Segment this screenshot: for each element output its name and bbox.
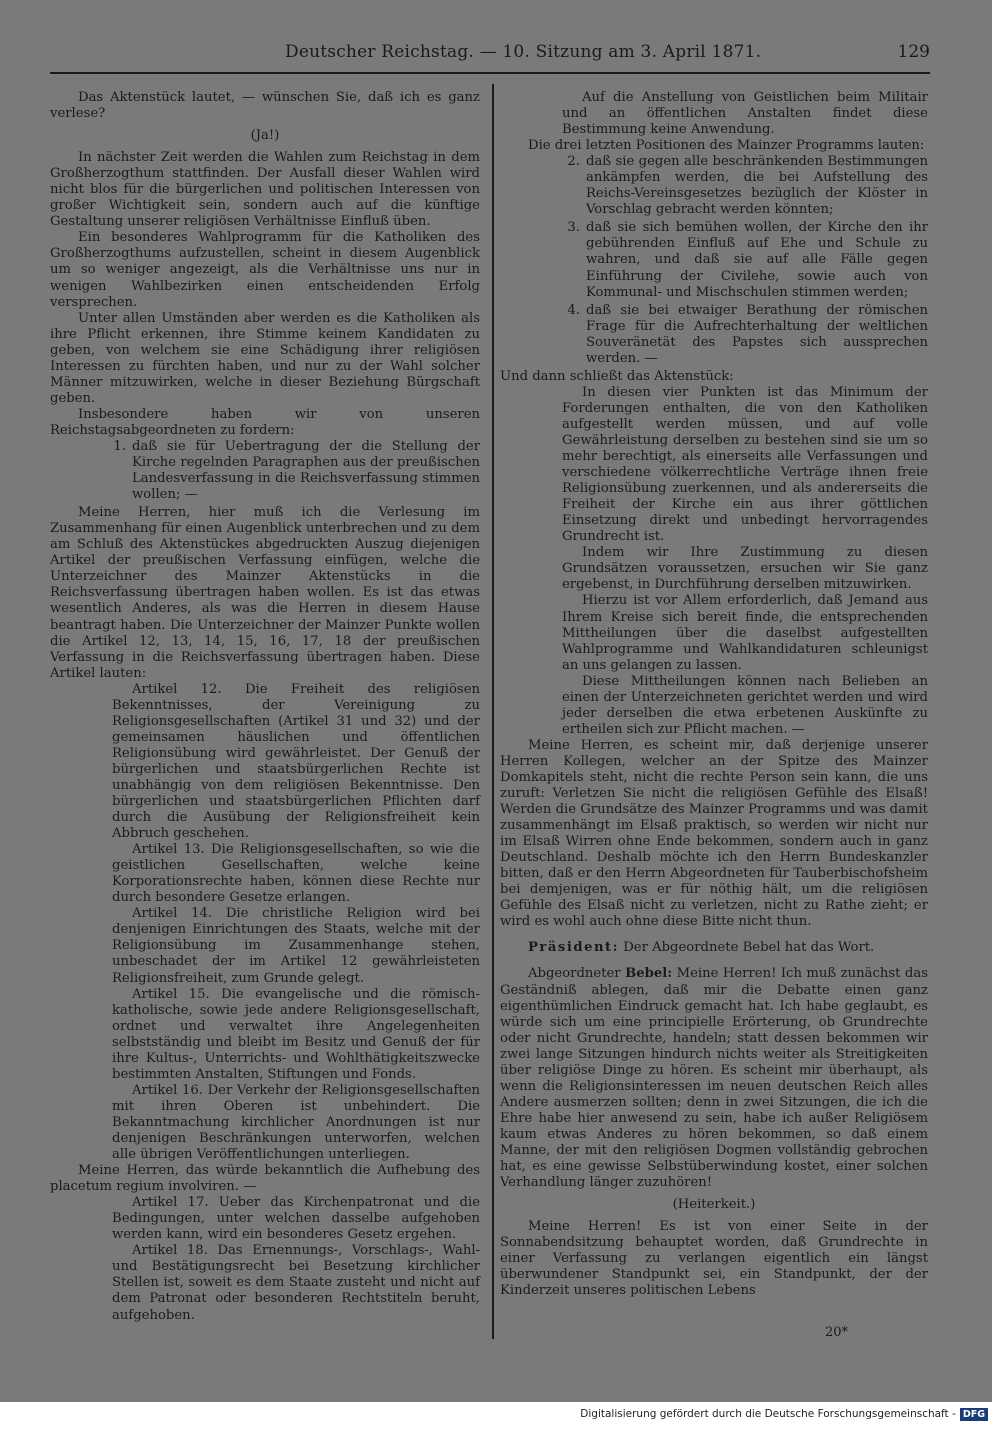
paragraph: In diesen vier Punkten ist das Minimum der Forderungen enthalten, die von den Katholiken aufgestellt werden müssen, und auf volle Gewährleistung derselben zu bestehen sind sie um so mehr berechtigt, als einerseits alle Verfassungen und verschiedene völkerrechtliche Verträge ihnen freie Religionsübung zuerkennen, und als andererseits die Freiheit der Kirche ein aus ihrer göttlichen Einsetzung direkt und unbedingt hervorragendes Grundrecht ist. [562,384,928,545]
signature-mark: 20* [825,1325,849,1340]
article-17: Artikel 17. Ueber das Kirchenpatronat und die Bedingungen, unter welchen dasselbe aufgehoben werden kann, wird ein besonderes Gesetz ergehen. [112,1195,480,1243]
paragraph: Die drei letzten Positionen des Mainzer Programms lauten: [528,138,925,154]
article-15: Artikel 15. Die evangelische und die römisch-katholische, sowie jede andere Religionsgesellschaft, ordnet und verwaltet ihre Angelegenheiten selbstständig und bleibt im Besitz und Genuß der für ihre Kultus-, Unterrichts- und Wohlthätigkeitszwecke bestimmten Anstalten, Stiftungen und Fonds. [112,986,480,1082]
paragraph: Insbesondere haben wir von unseren Reichstagsabgeordneten zu fordern: [50,406,480,438]
list-number: 3. [567,220,580,236]
article-14: Artikel 14. Die christliche Religion wird bei denjenigen Einrichtungen des Staats, welche mit der Religionsübung im Zusammenhange stehen, unbeschadet der im Artikel 12 gewährleisteten Religionsfreiheit, zum Grunde gelegt. [112,906,480,986]
paragraph: Diese Mittheilungen können nach Belieben an einen der Unterzeichneten gerichtet werden und wird jeder derselben die etwa erbetenen Auskünfte zu ertheilen sich zur Pflicht machen. — [562,673,928,737]
interjection: (Ja!) [250,128,280,144]
paragraph: Meine Herren, hier muß ich die Verlesung im Zusammenhang für einen Augenblick unterbrechen und zu dem am Schluß des Aktenstückes abgedruckten Auszug diejenigen Artikel der preußischen Verfassung einfügen, welche die Unterzeichner des Mainzer Aktenstücks in die Reichsverfassung übertragen haben wollen. Es ist das etwas wesentlich Anderes, als was die Herren in diesem Hause beantragt haben. Die Unterzeichner der Mainzer Punkte wollen die Artikel 12, 13, 14, 15, 16, 17, 18 der preußischen Verfassung in die Reichsverfassung übertragen haben. Diese Artikel lauten: [50,505,480,681]
paragraph: Meine Herren, es scheint mir, daß derjenige unserer Herren Kollegen, welcher an der Spitze des Mainzer Domkapitels steht, nicht die rechte Person sein kann, die uns zuruft: Verletzen Sie nicht die religiösen Gefühle des Elsaß! Werden die Grundsätze des Mainzer Programms und was damit zusammenhängt im Elsaß praktisch, so werden wir nicht nur im Elsaß Wirren ohne Ende bekommen, sondern auch in ganz Deutschland. Deshalb möchte ich den Herrn Bundeskanzler bitten, daß er den Herrn Abgeordneten für Tauberbischofsheim bei demjenigen, was er für nöthig hält, um die religiösen Gefühle des Elsaß nicht zu verletzen, nicht zu Rathe zieht; er wird es wohl auch ohne diese Bitte nicht thun. [500,737,928,930]
list-text: daß sie bei etwaiger Berathung der römischen Frage für die Aufrechterhaltung der weltlichen Souveränetät des Papstes sich aussprechen werden. — [586,302,928,366]
article-18-continuation: Auf die Anstellung von Geistlichen beim Militair und an öffentlichen Anstalten findet diese Bestimmung keine Anwendung. [562,90,928,138]
list-text: daß sie gegen alle beschränkenden Bestimmungen ankämpfen werden, die bei Aufstellung des Reichs-Vereinsgesetzes bezüglich der Klöster in Vorschlag gebracht werden könnten; [586,154,928,218]
paragraph: In nächster Zeit werden die Wahlen zum Reichstag in dem Großherzogthum stattfinden. Der Ausfall dieser Wahlen wird nicht blos für die bürgerlichen und politischen Interessen von großer Wichtigkeit sein, sondern auch auf die künftige Gestaltung unserer religiösen Verhältnisse Einfluß üben. [50,150,480,230]
footer-text: Digitalisierung gefördert durch die Deutsche Forschungsgemeinschaft - [580,1408,956,1420]
paragraph: Unter allen Umständen aber werden es die Katholiken als ihre Pflicht erkennen, ihre Stimme keinem Kandidaten zu geben, von welchem sie eine Schädigung ihrer religiösen Interessen zu fürchten haben, und nur zu der Wahl solcher Männer mitzuwirken, welche in dieser Beziehung Bürgschaft geben. [50,310,480,406]
header-rule [50,72,930,74]
running-title: Deutscher Reichstag. — 10. Sitzung am 3. April 1871. [285,42,762,62]
paragraph: Indem wir Ihre Zustimmung zu diesen Grundsätzen voraussetzen, ersuchen wir Sie ganz ergebenst, in Durchführung derselben mitzuwirken. [562,545,928,593]
speaker-name: Bebel: [625,966,673,982]
paragraph: Und dann schließt das Aktenstück: [500,368,734,384]
president-label: Präsident: [528,940,620,956]
list-item [500,220,928,300]
speech-text: Meine Herren! Ich muß zunächst das Geständniß ablegen, daß mir die Debatte einen ganz eigenthümlichen Eindruck gemacht hat. Ich habe geglaubt, es würde sich um eine principielle Erörterung, ob Grundrechte oder nicht Grundrechte, handeln; statt dessen bekommen wir zwei lange Sitzungen hindurch nichts weiter als Streitigkeiten über religiöse Dinge zu hören. Es scheint mir überhaupt, als wenn die Religionsinteressen im neuen deutschen Reich alles Andere ausmerzen sollten; denn in zwei Sitzungen, die ich die Ehre habe hier anwesend zu sein, habe ich außer Religiösem kaum etwas Anderes zu hören bekommen, so daß einem Manne, der mit den religiösen Dogmen vollständig gebrochen hat, es eine gewisse Selbstüberwindung kostet, einer solchen Verhandlung länger zuzuhören! [500,966,928,1191]
list-text: daß sie für Uebertragung der die Stellung der Kirche regelnden Paragraphen aus der preußischen Landesverfassung in die Reichsverfassung stimmen wollen; — [132,438,480,503]
spacer [500,930,928,940]
article-16: Artikel 16. Der Verkehr der Religionsgesellschaften mit ihren Oberen ist unbehindert. Die Bekanntmachung kirchlicher Anordnungen ist nur denjenigen Beschränkungen unterworfen, welchen alle übrigen Veröffentlichungen unterliegen. [112,1082,480,1163]
spacer [500,956,928,966]
list-text: daß sie sich bemühen wollen, der Kirche den ihr gebührenden Einfluß auf Ehe und Schule zu wahren, und daß sie auf alle Fälle gegen Einführung der Civilehe, sowie auch von Kommunal- und Mischschulen stimmen werden; [586,220,928,300]
paragraph: Meine Herren, das würde bekanntlich die Aufhebung des placetum regium involviren. — [50,1163,480,1195]
list-number: 4. [567,302,580,318]
paragraph: Ein besonderes Wahlprogramm für die Katholiken des Großherzogthums aufzustellen, scheint in diesem Augenblick um so weniger angezeigt, als die Verhältnisse uns nur in wenigen Wahlbezirken einen entscheidenden Erfolg versprechen. [50,230,480,310]
dfg-logo: DFG [960,1408,988,1421]
article-12: Artikel 12. Die Freiheit des religiösen Bekenntnisses, der Vereinigung zu Religionsgesellschaften (Artikel 31 und 32) und der gemeinsamen häuslichen und öffentlichen Religionsübung wird gewährleistet. Der Genuß der bürgerlichen und staatsbürgerlichen Rechte ist unabhängig von dem religiösen Bekenntnisse. Den bürgerlichen und staatsbürgerlichen Pflichten darf durch die Ausübung der Religionsfreiheit kein Abbruch geschehen. [112,681,480,842]
list-number: 1. [113,438,126,454]
paragraph: Das Aktenstück lautet, — wünschen Sie, daß ich es ganz verlese? [50,90,480,122]
paragraph: Hierzu ist vor Allem erforderlich, daß Jemand aus Ihrem Kreise sich bereit finde, die entsprechenden Mittheilungen über die daselbst aufgestellten Wahlprogramme und Wahlkandidaturen schleunigst an uns gelangen zu lassen. [562,593,928,673]
right-column [500,90,928,1299]
list-item [500,154,928,218]
page-header [50,42,930,72]
left-column [50,90,480,1324]
position-list [500,154,928,367]
page-number: 129 [897,42,930,62]
article-18: Artikel 18. Das Ernennungs-, Vorschlags-, Wahl- und Bestätigungsrecht bei Besetzung kirchlicher Stellen ist, soweit es dem Staate zusteht und nicht auf dem Patronat oder besonderen Rechtstiteln beruht, aufgehoben. [112,1243,480,1323]
interjection: (Heiterkeit.) [672,1197,756,1213]
president-text: Der Abgeordnete Bebel hat das Wort. [623,940,875,956]
speech-paragraph [500,966,928,1191]
speaker-intro: Abgeordneter [528,966,621,982]
president-line [500,940,928,956]
footer [580,1408,988,1421]
list-number: 2. [567,154,580,170]
list-item [50,439,480,503]
paragraph: Meine Herren! Es ist von einer Seite in der Sonnabendsitzung behauptet worden, daß Grundrechte in einer Verfassung zu verlangen eigentlich ein längst überwundener Standpunkt sei, ein Standpunkt, der der Kinderzeit unseres politischen Lebens [500,1219,928,1299]
list-item [500,303,928,367]
column-divider [492,84,494,1339]
article-13: Artikel 13. Die Religionsgesellschaften, so wie die geistlichen Gesellschaften, welche keine Korporationsrechte haben, können diese Rechte nur durch besondere Gesetze erlangen. [112,842,480,906]
